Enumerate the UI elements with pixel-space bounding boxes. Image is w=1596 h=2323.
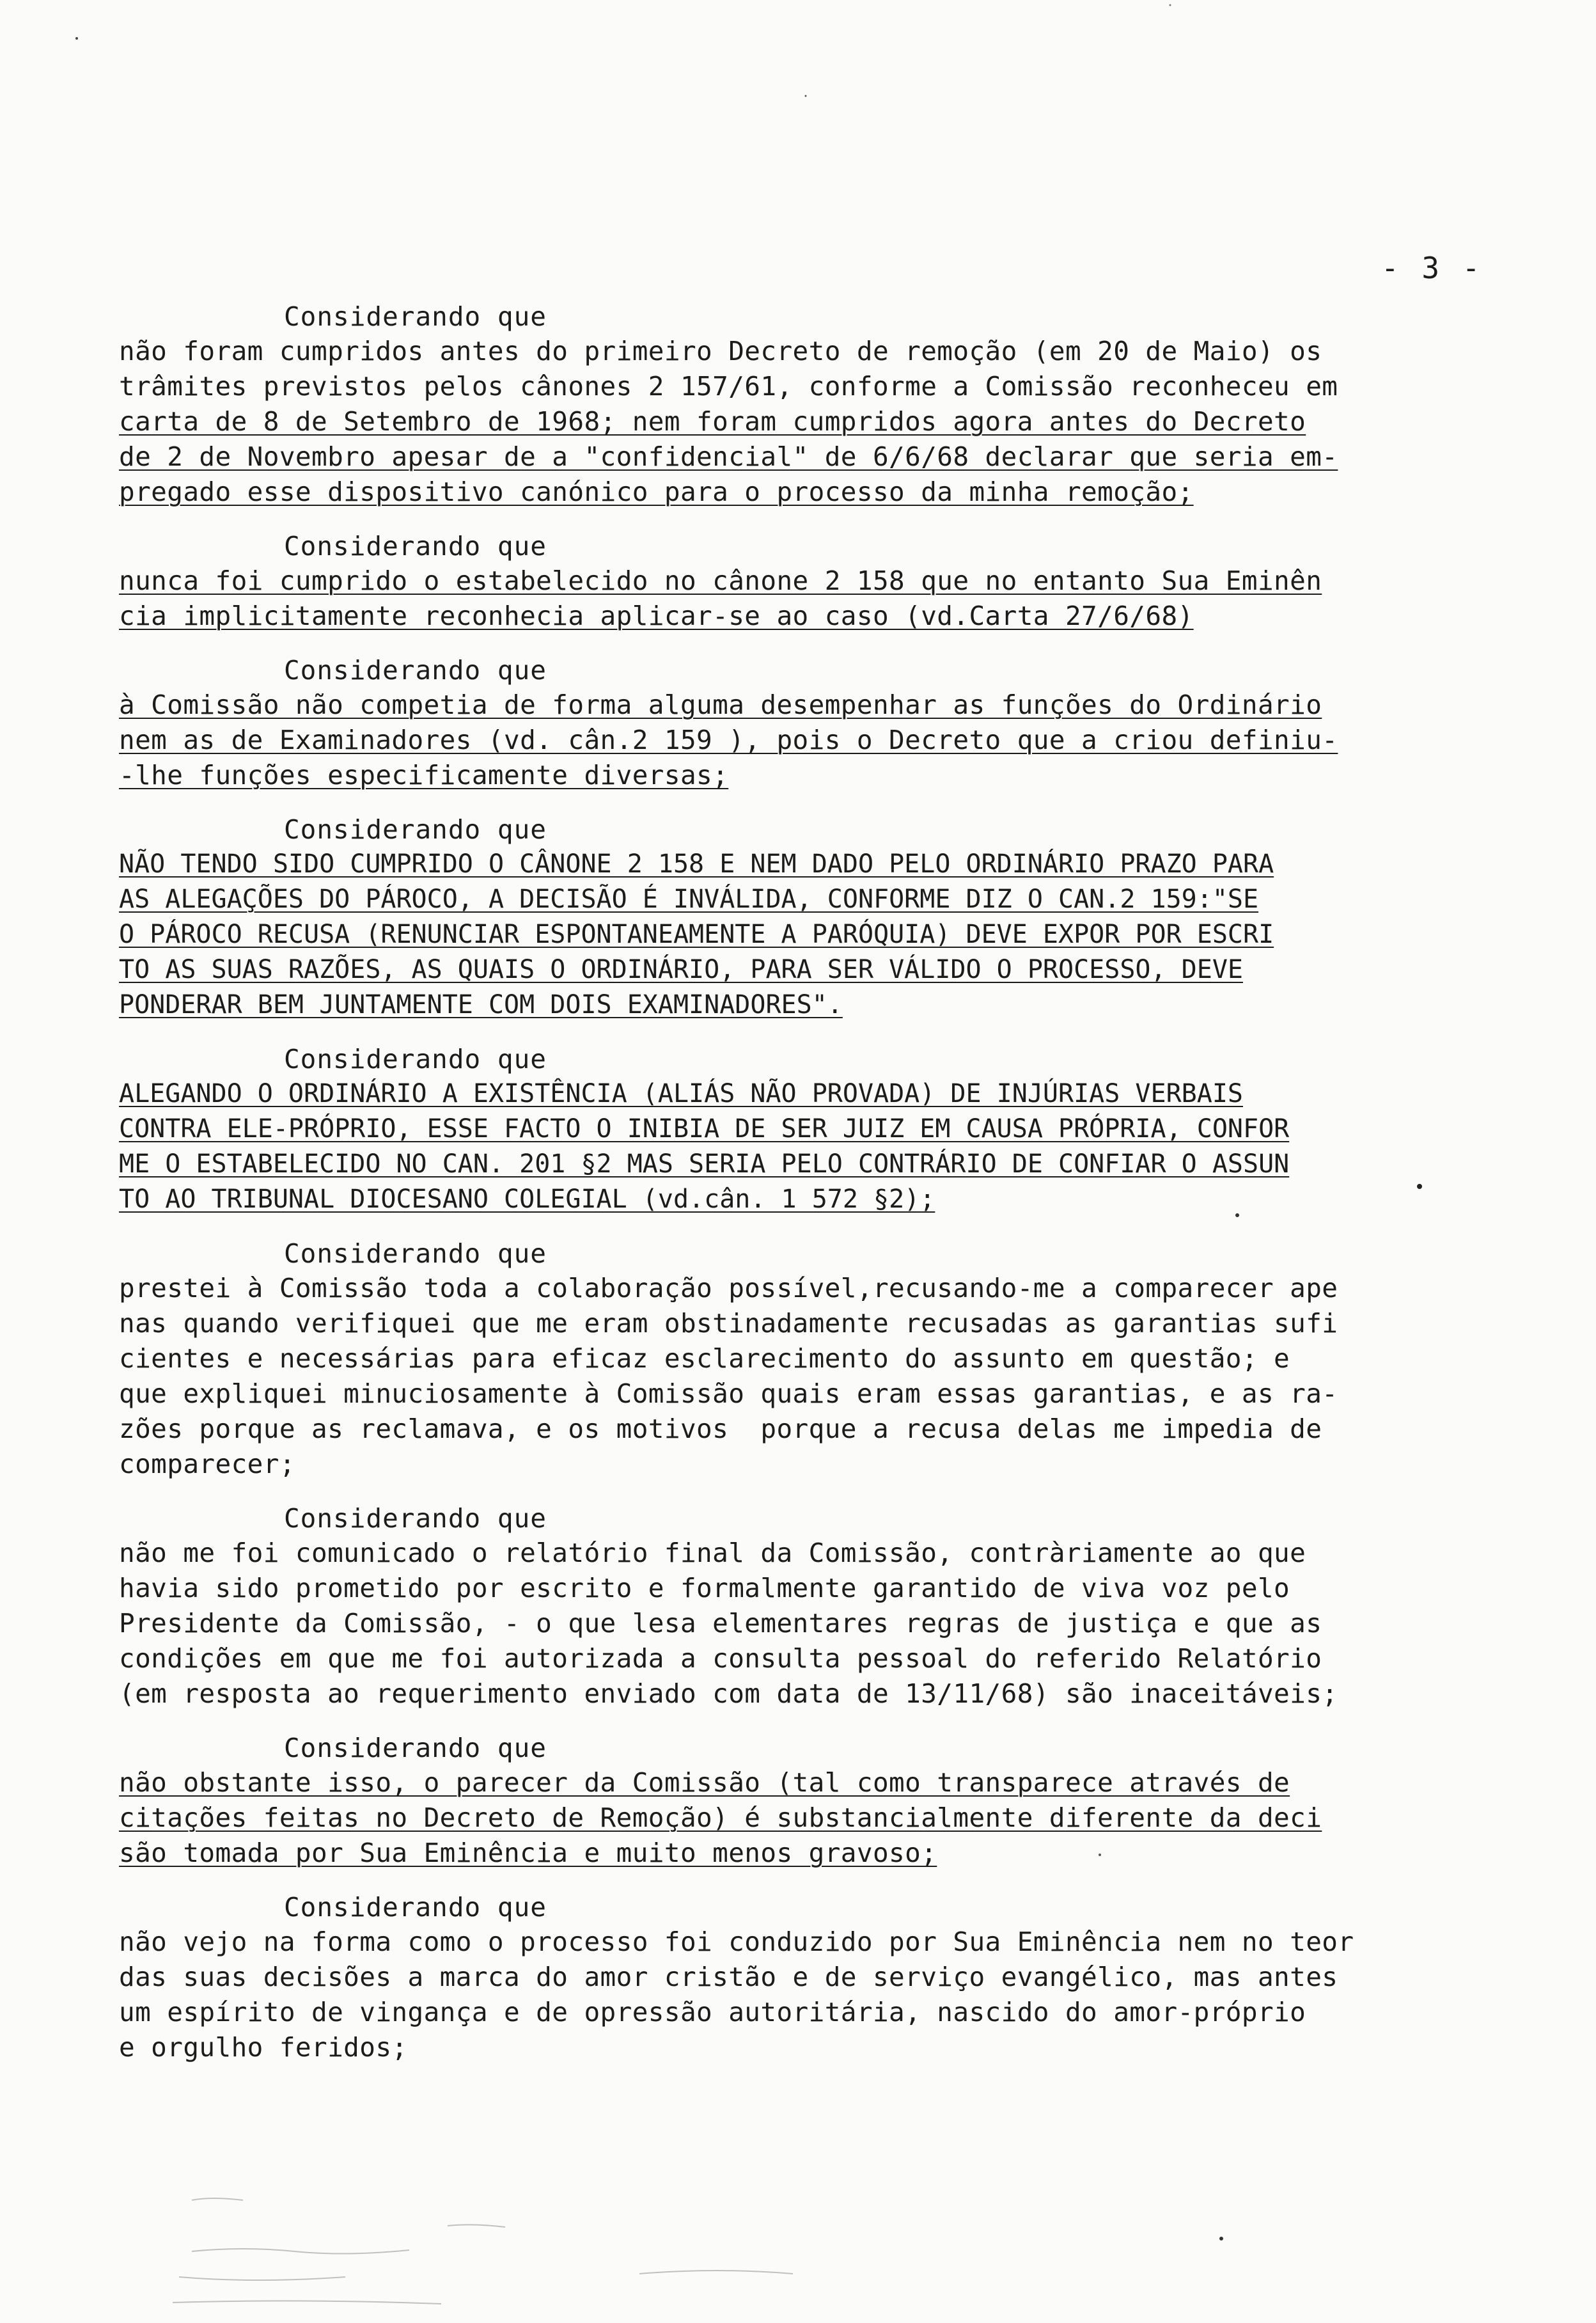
paragraph-heading: Considerando que: [284, 655, 547, 686]
text-line: prestei à Comissão toda a colaboração possível,recusando-me a comparecer ape: [119, 1273, 1338, 1303]
text-line: Presidente da Comissão, - o que lesa elementares regras de justiça e que as: [119, 1608, 1322, 1639]
underlined-text-line: de 2 de Novembro apesar de a "confidencial" de 6/6/68 declarar que seria em-: [119, 441, 1338, 472]
text-line: cientes e necessárias para eficaz esclarecimento do assunto em questão; e: [119, 1343, 1290, 1374]
underlined-text-line: NÃO TENDO SIDO CUMPRIDO O CÂNONE 2 158 E NEM DADO PELO ORDINÁRIO PRAZO PARA: [119, 849, 1274, 879]
underlined-text-line: ALEGANDO O ORDINÁRIO A EXISTÊNCIA (ALIÁS NÃO PROVADA) DE INJÚRIAS VERBAIS: [119, 1079, 1243, 1108]
document-body: [119, 299, 1545, 2084]
paragraph-heading: Considerando que: [284, 1238, 547, 1269]
text-line: não foram cumpridos antes do primeiro Decreto de remoção (em 20 de Maio) os: [119, 336, 1322, 366]
text-line: não me foi comunicado o relatório final da Comissão, contràriamente ao que: [119, 1538, 1306, 1568]
considerando-paragraph: [119, 529, 1545, 634]
paragraph-heading: Considerando que: [284, 1733, 547, 1763]
text-line: trâmites previstos pelos cânones 2 157/61, conforme a Comissão reconheceu em: [119, 371, 1338, 402]
page-number: - 3 -: [1381, 251, 1483, 285]
underlined-text-line: à Comissão não competia de forma alguma desempenhar as funções do Ordinário: [119, 689, 1322, 720]
considerando-paragraph: [119, 1731, 1545, 1871]
considerando-paragraph: [119, 812, 1545, 1023]
underlined-text-line: TO AO TRIBUNAL DIOCESANO COLEGIAL (vd.cân. 1 572 §2);: [119, 1185, 935, 1214]
underlined-text-line: AS ALEGAÇÕES DO PÁROCO, A DECISÃO É INVÁLIDA, CONFORME DIZ O CAN.2 159:"SE: [119, 885, 1259, 914]
text-line: que expliquei minuciosamente à Comissão quais eram essas garantias, e as ra-: [119, 1378, 1338, 1409]
underlined-text-line: nunca foi cumprido o estabelecido no cânone 2 158 que no entanto Sua Eminên: [119, 565, 1322, 596]
text-line: nas quando verifiquei que me eram obstinadamente recusadas as garantias sufi: [119, 1308, 1338, 1339]
paragraph-heading: Considerando que: [284, 814, 547, 845]
text-line: havia sido prometido por escrito e formalmente garantido de viva voz pelo: [119, 1573, 1290, 1603]
considerando-paragraph: [119, 1236, 1545, 1482]
paragraph-heading: Considerando que: [284, 1503, 547, 1534]
paragraph-heading: Considerando que: [284, 301, 547, 332]
underlined-text-line: CONTRA ELE-PRÓPRIO, ESSE FACTO O INIBIA DE SER JUIZ EM CAUSA PRÓPRIA, CONFOR: [119, 1114, 1290, 1144]
text-line: condições em que me foi autorizada a consulta pessoal do referido Relatório: [119, 1643, 1322, 1674]
underlined-text-line: citações feitas no Decreto de Remoção) é substancialmente diferente da deci: [119, 1802, 1322, 1833]
paragraph-heading: Considerando que: [284, 1892, 547, 1923]
considerando-paragraph: [119, 653, 1545, 793]
considerando-paragraph: [119, 299, 1545, 510]
paragraph-heading: Considerando que: [284, 531, 547, 562]
underlined-text-line: TO AS SUAS RAZÕES, AS QUAIS O ORDINÁRIO, PARA SER VÁLIDO O PROCESSO, DEVE: [119, 955, 1243, 984]
text-line: um espírito de vingança e de opressão autoritária, nascido do amor-próprio: [119, 1997, 1306, 2028]
considerando-paragraph: [119, 1890, 1545, 2065]
underlined-text-line: são tomada por Sua Eminência e muito menos gravoso;: [119, 1838, 937, 1868]
text-line: comparecer;: [119, 1449, 295, 1479]
paragraph-heading: Considerando que: [284, 1044, 547, 1075]
considerando-paragraph: [119, 1501, 1545, 1712]
text-line: e orgulho feridos;: [119, 2032, 408, 2063]
text-line: zões porque as reclamava, e os motivos porque a recusa delas me impedia de: [119, 1413, 1322, 1444]
underlined-text-line: PONDERAR BEM JUNTAMENTE COM DOIS EXAMINADORES".: [119, 990, 843, 1020]
underlined-text-line: nem as de Examinadores (vd. cân.2 159 ), pois o Decreto que a criou definiu-: [119, 725, 1338, 755]
underlined-text-line: carta de 8 de Setembro de 1968; nem foram cumpridos agora antes do Decreto: [119, 406, 1306, 437]
underlined-text-line: cia implicitamente reconhecia aplicar-se ao caso (vd.Carta 27/6/68): [119, 601, 1194, 631]
underlined-text-line: -lhe funções especificamente diversas;: [119, 760, 729, 791]
underlined-text-line: ME O ESTABELECIDO NO CAN. 201 §2 MAS SERIA PELO CONTRÁRIO DE CONFIAR O ASSUN: [119, 1149, 1290, 1179]
text-line: não vejo na forma como o processo foi conduzido por Sua Eminência nem no teor: [119, 1926, 1354, 1957]
text-line: (em resposta ao requerimento enviado com data de 13/11/68) são inaceitáveis;: [119, 1678, 1338, 1709]
text-line: das suas decisões a marca do amor cristão e de serviço evangélico, mas antes: [119, 1962, 1338, 1992]
considerando-paragraph: [119, 1042, 1545, 1217]
underlined-text-line: pregado esse dispositivo canónico para o processo da minha remoção;: [119, 476, 1194, 507]
underlined-text-line: O PÁROCO RECUSA (RENUNCIAR ESPONTANEAMENTE A PARÓQUIA) DEVE EXPOR POR ESCRI: [119, 920, 1274, 949]
underlined-text-line: não obstante isso, o parecer da Comissão (tal como transparece através de: [119, 1767, 1290, 1798]
